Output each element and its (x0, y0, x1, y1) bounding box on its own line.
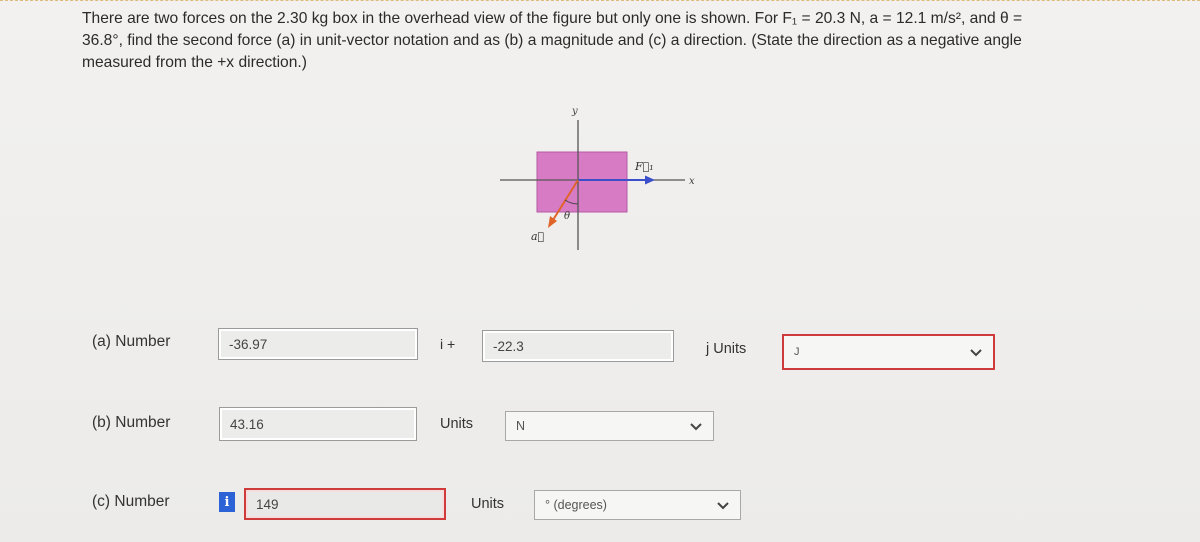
x-axis-label: x (689, 176, 695, 187)
part-b-row (0, 405, 1200, 445)
part-b-units-label: Units (440, 416, 474, 432)
f1-arrowhead (645, 176, 655, 185)
top-border (0, 0, 1200, 4)
part-b-units-value: N (516, 419, 526, 433)
chevron-down-icon (716, 500, 730, 510)
part-b-label: (b) Number (92, 414, 171, 431)
info-icon[interactable]: i (219, 492, 235, 512)
part-c-input[interactable] (244, 488, 446, 520)
part-a-units-value: J (794, 346, 800, 358)
part-c-units-label: Units (471, 496, 505, 512)
part-a-i-value: -36.97 (229, 336, 268, 352)
a-label: a⃗ (531, 230, 545, 243)
part-a-i-input[interactable] (218, 328, 418, 360)
theta-label: θ (564, 211, 571, 222)
part-c-units-value: ° (degrees) (545, 498, 607, 512)
part-a-i-suffix: i + (440, 336, 456, 352)
part-c-row (0, 486, 1200, 526)
a-arrowhead (548, 216, 557, 228)
chevron-down-icon (689, 421, 703, 431)
part-a-row (0, 327, 1200, 367)
figure-svg (495, 100, 715, 260)
question-line-3: measured from the +x direction.) (82, 54, 307, 71)
part-c-value: 149 (256, 496, 279, 512)
chevron-down-icon (969, 347, 983, 357)
part-a-j-value: -22.3 (493, 338, 524, 354)
part-a-units-select[interactable] (782, 334, 995, 370)
part-c-label: (c) Number (92, 493, 170, 510)
part-a-j-suffix: j Units (706, 341, 747, 357)
part-c-units-select[interactable] (534, 490, 741, 520)
question-line-1: There are two forces on the 2.30 kg box in the overhead view of the figure but only one is shown. For F₁ = 20.3 N, a = 12.1 m/s², and θ = (82, 10, 1023, 27)
question-line-2: 36.8°, find the second force (a) in unit-vector notation and as (b) a magnitude and (c) a direction. (State the direction as a negative angle (82, 32, 1022, 49)
part-a-label: (a) Number (92, 333, 171, 350)
y-axis-label: y (572, 106, 578, 117)
question-text (82, 8, 1112, 74)
f1-label: F⃗₁ (635, 160, 654, 173)
force-figure (495, 100, 715, 260)
box (537, 152, 627, 212)
part-b-value: 43.16 (230, 416, 264, 432)
part-b-units-select[interactable] (505, 411, 714, 441)
part-a-j-input[interactable] (482, 330, 674, 362)
part-b-input[interactable] (219, 407, 417, 441)
